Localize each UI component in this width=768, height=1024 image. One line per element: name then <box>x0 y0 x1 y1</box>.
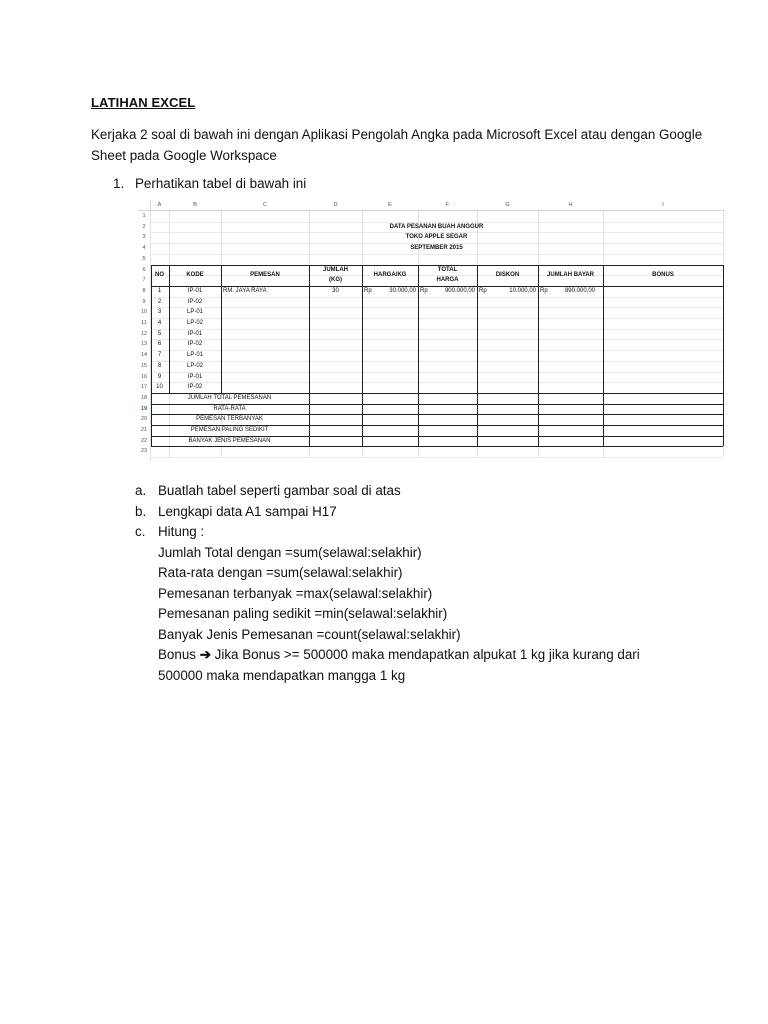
task-b <box>135 502 640 523</box>
summary-label: RATA-RATA <box>213 405 246 412</box>
table-border <box>723 265 724 393</box>
column-header-f[interactable]: F <box>445 202 450 208</box>
cell-no: 9 <box>157 373 162 380</box>
summary-label: BANYAK JENIS PEMESANAN <box>188 437 271 444</box>
cell-kode: LP-01 <box>186 309 203 316</box>
cell-total: 900.000,00 <box>444 287 475 294</box>
formula-min: Pemesanan paling sedikit =min(selawal:selakhir) <box>158 606 448 621</box>
cell-no: 10 <box>156 384 163 391</box>
table-border <box>362 393 363 447</box>
header-total-line1: TOTAL <box>437 266 458 273</box>
cell-no: 3 <box>157 309 162 316</box>
item-text: Perhatikan tabel di bawah ini <box>135 176 307 191</box>
column-header-a[interactable]: A <box>157 202 162 208</box>
cell-no: 2 <box>157 298 162 305</box>
cell-no: 1 <box>157 287 162 294</box>
table-border <box>362 265 363 393</box>
grid-line-horizontal <box>150 318 723 319</box>
header-jumlah-bayar: JUMLAH BAYAR <box>547 271 594 278</box>
column-header-d[interactable]: D <box>333 202 338 208</box>
column-header-g[interactable]: G <box>505 202 510 208</box>
row-header-21[interactable]: 21 <box>140 427 148 433</box>
task-marker: b. <box>135 503 147 519</box>
cell-jumlah: 30 <box>332 287 339 294</box>
bonus-label: Bonus <box>158 647 196 662</box>
table-border <box>151 286 723 287</box>
intro-paragraph: Kerjaka 2 soal di bawah ini dengan Aplikasi Pengolah Angka pada Microsoft Excel atau dengan Google Sheet pada Google Workspace <box>91 127 703 163</box>
table-border <box>603 265 604 393</box>
table-border <box>309 404 723 405</box>
table-border <box>309 436 723 437</box>
row-header-16[interactable]: 16 <box>140 373 148 380</box>
page-title: LATIHAN EXCEL <box>91 95 196 110</box>
row-header-2[interactable]: 2 <box>142 223 146 230</box>
table-border <box>151 265 152 393</box>
cell-currency: Rp <box>479 287 487 294</box>
header-harga: HARGA/KG <box>373 271 407 278</box>
row-header-14[interactable]: 14 <box>140 352 148 359</box>
row-header-3[interactable]: 3 <box>142 234 146 241</box>
table-border <box>477 265 478 393</box>
row-header-10[interactable]: 10 <box>140 309 148 316</box>
table-border <box>418 393 419 447</box>
header-jumlah-line2: (KG) <box>329 277 342 284</box>
grid-line-horizontal <box>150 350 723 351</box>
summary-label: PEMESAN TERBANYAK <box>196 416 263 423</box>
task-text: Hitung : <box>158 524 205 539</box>
grid-line-horizontal <box>150 254 723 255</box>
summary-label: PEMESAN PALING SEDIKIT <box>190 427 269 433</box>
formula-sum: Jumlah Total dengan =sum(selawal:selakhir) <box>158 544 422 560</box>
cell-bayar: 890.000,00 <box>564 287 595 294</box>
cell-diskon: 10.000,00 <box>509 287 536 294</box>
row-header-11[interactable]: 11 <box>141 320 147 326</box>
row-header-18[interactable]: 18 <box>140 394 148 401</box>
row-header-15[interactable]: 15 <box>140 362 148 369</box>
table-heading-store: TOKO APPLE SEGAR <box>405 234 468 241</box>
table-border <box>221 265 222 393</box>
table-border <box>603 393 604 447</box>
cell-kode: IP-02 <box>187 384 203 391</box>
table-border <box>538 393 539 447</box>
header-pemesan: PEMESAN <box>250 271 280 278</box>
table-border <box>169 265 170 393</box>
header-kode: KODE <box>186 271 204 278</box>
cell-kode: IP-01 <box>187 287 203 294</box>
cell-currency: Rp <box>540 287 548 294</box>
table-border <box>309 446 723 447</box>
row-header-20[interactable]: 20 <box>140 416 148 423</box>
row-header-13[interactable]: 13 <box>140 341 148 348</box>
bonus-rule-line2: 500000 maka mendapatkan mangga 1 kg <box>158 667 406 683</box>
bonus-rule-line1: Jika Bonus >= 500000 maka mendapatkan alpukat 1 kg jika kurang dari <box>214 647 640 662</box>
cell-kode: LP-02 <box>186 320 203 326</box>
header-no: NO <box>155 271 164 278</box>
cell-kode: IP-02 <box>187 298 203 305</box>
task-text: Lengkapi data A1 sampai H17 <box>158 503 337 519</box>
row-header-9[interactable]: 9 <box>142 298 146 305</box>
cell-currency: Rp <box>364 287 372 294</box>
table-border <box>418 265 419 393</box>
task-text: Buatlah tabel seperti gambar soal di atas <box>158 483 401 498</box>
row-header-19[interactable]: 19 <box>140 405 148 412</box>
grid-line-horizontal <box>150 307 723 308</box>
table-border <box>151 265 723 266</box>
task-a <box>135 481 640 502</box>
header-diskon: DISKON <box>495 271 520 278</box>
grid-line-horizontal <box>150 297 723 298</box>
cell-kode: IP-02 <box>187 341 203 348</box>
row-header-22[interactable]: 22 <box>140 437 148 444</box>
table-border <box>477 393 478 447</box>
cell-no: 6 <box>157 341 162 348</box>
task-c <box>135 522 640 543</box>
cell-pemesan: RM. JAYA RAYA <box>223 287 267 294</box>
formula-max: Pemesanan terbanyak =max(selawal:selakhir) <box>158 585 433 601</box>
cell-no: 8 <box>157 362 162 369</box>
table-border <box>151 436 309 437</box>
column-header-c[interactable]: C <box>262 202 268 208</box>
row-header-23[interactable]: 23 <box>140 448 148 455</box>
row-header-12[interactable]: 12 <box>140 330 148 337</box>
task-marker: a. <box>135 483 147 498</box>
table-border <box>309 425 723 426</box>
cell-no: 5 <box>157 330 162 337</box>
header-total-line2: HARGA <box>436 277 459 284</box>
grid-line-horizontal <box>150 329 723 330</box>
task-marker: c. <box>135 524 146 539</box>
table-border <box>151 404 309 405</box>
cell-kode: LP-01 <box>186 352 203 359</box>
bonus-rule <box>135 645 640 666</box>
grid-line-horizontal <box>150 382 723 383</box>
table-border <box>151 425 309 426</box>
column-header-i[interactable]: I <box>662 202 664 208</box>
cell-harga: 30.000,00 <box>389 287 416 294</box>
table-heading-title: DATA PESANAN BUAH ANGGUR <box>389 223 484 230</box>
row-header-7[interactable]: 7 <box>142 277 146 284</box>
header-jumlah-line1: JUMLAH <box>323 266 348 273</box>
column-header-b[interactable]: B <box>193 202 197 208</box>
grid-line-horizontal <box>150 372 723 373</box>
table-border <box>309 393 310 447</box>
table-heading-period: SEPTEMBER 2015 <box>410 245 463 252</box>
table-border <box>538 265 539 393</box>
header-bonus: BONUS <box>652 271 674 278</box>
grid-line-horizontal <box>150 361 723 362</box>
formula-average: Rata-rata dengan =sum(selawal:selakhir) <box>158 565 403 580</box>
cell-currency: Rp <box>420 287 428 294</box>
cell-kode: LP-02 <box>186 362 203 369</box>
table-border <box>151 414 309 415</box>
right-arrow-icon: ➔ <box>199 647 211 662</box>
table-border <box>309 265 310 393</box>
summary-label: JUMLAH TOTAL PEMESANAN <box>187 394 272 401</box>
row-header-6[interactable]: 6 <box>142 266 146 273</box>
cell-kode: IP-01 <box>187 330 203 337</box>
row-header-17[interactable]: 17 <box>140 384 148 391</box>
row-header-5[interactable]: 5 <box>142 255 146 262</box>
row-header-1[interactable]: 1 <box>142 213 146 219</box>
cell-no: 7 <box>157 352 162 359</box>
table-border <box>151 393 152 447</box>
table-border <box>151 393 723 394</box>
task-list <box>135 481 640 686</box>
cell-no: 4 <box>157 320 162 326</box>
item-number: 1. <box>113 176 125 191</box>
formula-count: Banyak Jenis Pemesanan =count(selawal:selakhir) <box>158 626 461 642</box>
column-header-h[interactable]: H <box>568 202 573 208</box>
spreadsheet-screenshot <box>138 200 725 461</box>
numbered-item-1 <box>113 176 306 191</box>
grid-line-horizontal <box>150 339 723 340</box>
cell-kode: IP-01 <box>187 373 203 380</box>
column-header-e[interactable]: E <box>388 202 392 208</box>
table-border <box>309 414 723 415</box>
table-border <box>723 393 724 447</box>
grid-line-horizontal <box>150 457 723 458</box>
row-header-4[interactable]: 4 <box>142 245 146 252</box>
table-border <box>151 446 309 447</box>
row-header-8[interactable]: 8 <box>142 287 146 294</box>
